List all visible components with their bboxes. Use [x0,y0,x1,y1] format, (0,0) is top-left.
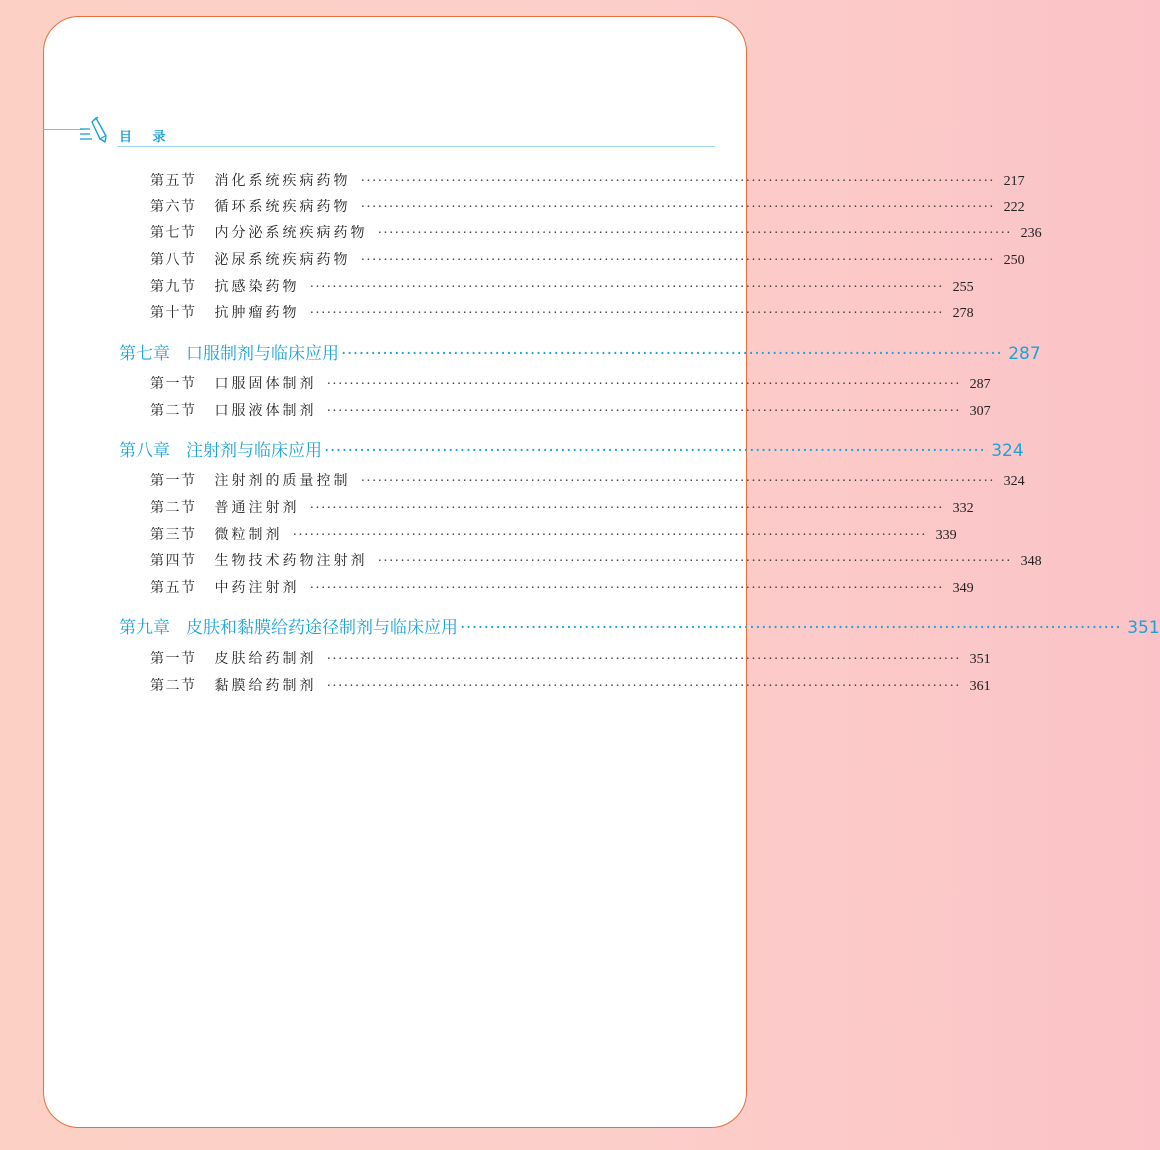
entry-title: 抗肿瘤药物 [214,306,300,321]
toc-entry[interactable] [150,400,991,420]
toc-entry[interactable] [150,222,1042,242]
entry-page: 255 [952,280,974,295]
entry-page: 324 [1003,474,1025,489]
entry-page: 307 [969,404,991,419]
toc-entry[interactable] [150,577,974,597]
entry-number: 第二节 [150,501,197,516]
toc-chapter[interactable] [119,339,1041,364]
toc-entry[interactable] [150,675,991,695]
entry-page: 278 [952,306,974,321]
entry-title: 中药注射剂 [214,581,300,596]
entry-number: 第五节 [150,174,197,189]
entry-title: 微粒制剂 [214,528,283,543]
entry-page: 349 [952,581,974,596]
pencil-icon [79,116,109,146]
toc-chapter[interactable] [119,613,1160,638]
entry-title: 口服固体制剂 [214,377,317,392]
chapter-number: 第八章 [119,441,170,461]
entry-page: 332 [952,501,974,516]
leader-dots: ················································································································ [377,226,1012,241]
toc-entry[interactable] [150,524,957,544]
entry-number: 第一节 [150,652,197,667]
header-rule [118,146,715,147]
entry-title: 普通注射剂 [214,501,300,516]
entry-number: 第九节 [150,280,197,295]
entry-number: 第七节 [150,226,197,241]
entry-number: 第六节 [150,200,197,215]
entry-number: 第二节 [150,679,197,694]
leader-dots: ················································································································ [326,679,961,694]
entry-title: 生物技术药物注射剂 [214,554,368,569]
leader-dots: ················································································································ [360,174,995,189]
entry-number: 第十节 [150,306,197,321]
chapter-page: 287 [1008,344,1041,364]
entry-title: 循环系统疾病药物 [214,200,351,215]
entry-title: 消化系统疾病药物 [214,174,351,189]
entry-page: 287 [969,377,991,392]
toc-entry[interactable] [150,196,1025,216]
leader-dots: ················································································································ [292,528,927,543]
leader-dots: ················································································································ [309,280,944,295]
entry-number: 第一节 [150,474,197,489]
entry-number: 第四节 [150,554,197,569]
chapter-number: 第七章 [119,344,170,364]
chapter-title: 皮肤和黏膜给药途径制剂与临床应用 [186,618,458,638]
leader-dots: ················································································································ [324,441,986,461]
entry-page: 351 [969,652,991,667]
entry-title: 黏膜给药制剂 [214,679,317,694]
entry-number: 第三节 [150,528,197,543]
leader-dots: ················································································································ [360,474,995,489]
entry-page: 250 [1003,253,1025,268]
entry-page: 217 [1003,174,1025,189]
leader-dots: ················································································································ [309,306,944,321]
toc-header [43,116,715,150]
entry-title: 口服液体制剂 [214,404,317,419]
toc-chapter[interactable] [119,436,1024,461]
entry-title: 抗感染药物 [214,280,300,295]
chapter-page: 324 [991,441,1024,461]
toc-entry[interactable] [150,373,991,393]
entry-number: 第二节 [150,404,197,419]
chapter-page: 351 [1127,618,1160,638]
entry-title: 皮肤给药制剂 [214,652,317,667]
toc-entry[interactable] [150,550,1042,570]
entry-page: 222 [1003,200,1025,215]
chapter-title: 注射剂与临床应用 [186,441,322,461]
leader-dots: ················································································································ [309,501,944,516]
leader-dots: ················································································································ [326,404,961,419]
entry-title: 内分泌系统疾病药物 [214,226,368,241]
entry-title: 注射剂的质量控制 [214,474,351,489]
entry-page: 348 [1020,554,1042,569]
toc-entry[interactable] [150,648,991,668]
entry-page: 339 [935,528,957,543]
entry-number: 第一节 [150,377,197,392]
toc-title: 目 录 [119,130,174,145]
header-rule-left [43,129,83,130]
toc-entry[interactable] [150,276,974,296]
toc-entry[interactable] [150,302,974,322]
toc-entry[interactable] [150,470,1025,490]
leader-dots: ················································································································ [326,377,961,392]
toc-entry[interactable] [150,249,1025,269]
leader-dots: ················································································································ [360,253,995,268]
leader-dots: ················································································································ [360,200,995,215]
leader-dots: ················································································································ [460,618,1122,638]
entry-title: 泌尿系统疾病药物 [214,253,351,268]
chapter-title: 口服制剂与临床应用 [186,344,339,364]
entry-number: 第五节 [150,581,197,596]
entry-number: 第八节 [150,253,197,268]
entry-page: 361 [969,679,991,694]
toc-entry[interactable] [150,170,1025,190]
leader-dots: ················································································································ [341,344,1003,364]
leader-dots: ················································································································ [377,554,1012,569]
toc-entry[interactable] [150,497,974,517]
leader-dots: ················································································································ [326,652,961,667]
leader-dots: ················································································································ [309,581,944,596]
chapter-number: 第九章 [119,618,170,638]
entry-page: 236 [1020,226,1042,241]
